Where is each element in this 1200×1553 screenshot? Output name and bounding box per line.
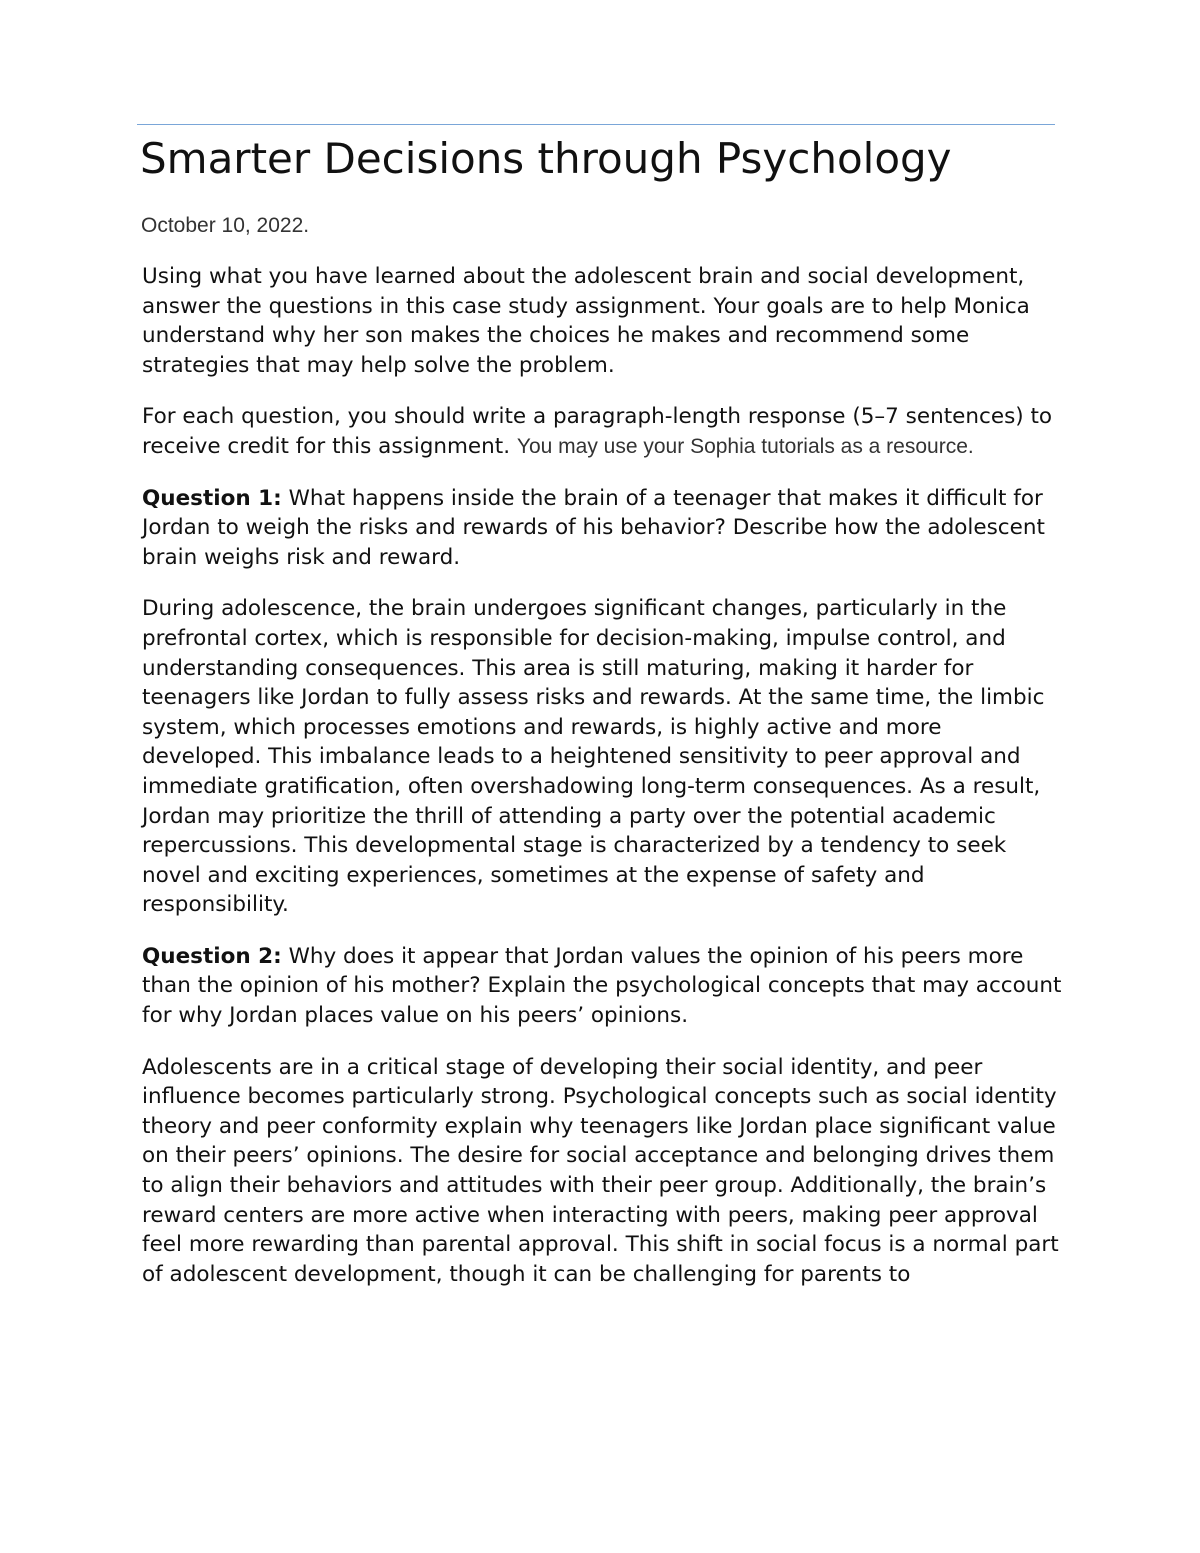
answer-1-paragraph: During adolescence, the brain undergoes significant changes, particularly in the prefrontal cortex, which is responsible for decision-making, impulse control, and understanding consequences. This area is still maturing, making it harder for teenagers like Jordan to fully assess risks and rewards. At the same time, the limbic system, which processes emotions and rewards, is highly active and more developed. This imbalance leads to a heightened sensitivity to peer approval and immediate gratification, often overshadowing long-term consequences. As a result, Jordan may prioritize the thrill of attending a party over the potential academic repercussions. This developmental stage is characterized by a tendency to seek novel and exciting experiences, sometimes at the expense of safety and responsibility. [142, 596, 1045, 918]
document-body [142, 262, 1067, 1311]
question-1-paragraph [142, 484, 1067, 573]
instructions-paragraph [142, 402, 1067, 461]
question-2-text: Why does it appear that Jordan values the opinion of his peers more than the opinion of his mother? Explain the psychological concepts that may account for why Jordan places value on his peers’ opinions. [142, 943, 1062, 1029]
answer-2-paragraph: Adolescents are in a critical stage of developing their social identity, and peer influence becomes particularly strong. Psychological concepts such as social identity theory and peer conformity explain why teenagers like Jordan place significant value on their peers’ opinions. The desire for social acceptance and belonging drives them to align their behaviors and attitudes with their peer group. Additionally, the brain’s reward centers are more active when interacting with peers, making peer approval feel more rewarding than parental approval. This shift in social focus is a normal part of adolescent development, though it can be challenging for parents to [142, 1054, 1059, 1287]
question-1-text: What happens inside the brain of a teenager that makes it difficult for Jordan to weigh the risks and rewards of his behavior? Describe how the adolescent brain weighs risk and reward. [142, 485, 1045, 570]
intro-paragraph: Using what you have learned about the adolescent brain and social development, answer the questions in this case study assignment. Your goals are to help Monica understand why her son makes the choices he makes and recommend some strategies that may help solve the problem. [142, 264, 1030, 378]
question-2-label: Question 2: [142, 943, 282, 969]
instructions-text: For each question, you should write a paragraph-length response (5–7 sentences) to receive credit for this assignment. [142, 404, 1053, 459]
document-title: Smarter Decisions through Psychology [140, 134, 952, 183]
document-date: October 10, 2022. [141, 214, 310, 237]
question-2-paragraph [142, 942, 1067, 1031]
title-rule [137, 124, 1055, 125]
instructions-note: You may use your Sophia tutorials as a resource. [516, 434, 974, 458]
question-1-label: Question 1: [142, 485, 282, 511]
